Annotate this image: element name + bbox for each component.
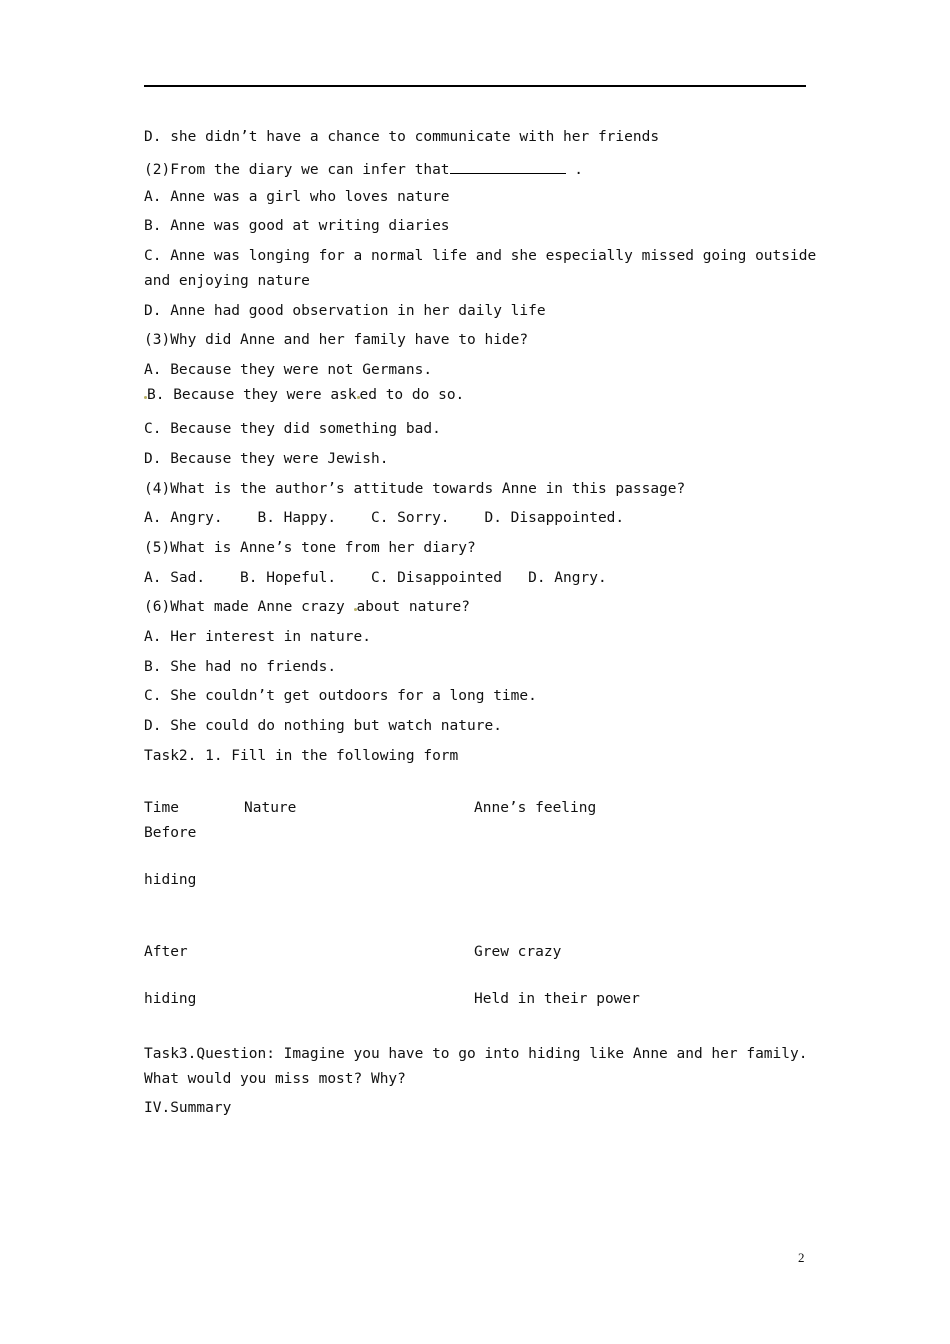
- page-number: 2: [798, 1250, 805, 1265]
- q2-option-c-line1: C. Anne was longing for a normal life and she especially missed going outside: [144, 248, 817, 264]
- q3-stem: (3)Why did Anne and her family have to hide?: [144, 332, 529, 348]
- after-label-1: After: [144, 944, 188, 960]
- q3-option-b-text2: ed to do so.: [359, 387, 465, 403]
- q2-option-d: D. Anne had good observation in her daily life: [144, 303, 546, 319]
- q3-option-d: D. Because they were Jewish.: [144, 451, 389, 467]
- after-feeling-1: Grew crazy: [474, 944, 562, 960]
- q6-stem-text2: about nature?: [356, 599, 471, 615]
- before-label-2: hiding: [144, 872, 197, 888]
- q6-stem: [144, 600, 470, 615]
- header-feeling: Anne’s feeling: [474, 800, 597, 816]
- header-rule: [144, 85, 806, 87]
- q2-stem-text: (2)From the diary we can infer that: [144, 162, 450, 178]
- q4-stem: (4)What is the author’s attitude towards Anne in this passage?: [144, 481, 686, 497]
- after-feeling-2: Held in their power: [474, 991, 640, 1007]
- q3-option-a: A. Because they were not Germans.: [144, 362, 433, 378]
- q3-option-c: C. Because they did something bad.: [144, 421, 441, 437]
- q6-option-c: C. She couldn’t get outdoors for a long time.: [144, 688, 537, 704]
- before-label-1: Before: [144, 825, 197, 841]
- q2-option-a: A. Anne was a girl who loves nature: [144, 189, 450, 205]
- q4-options: A. Angry. B. Happy. C. Sorry. D. Disappointed.: [144, 510, 625, 526]
- task2-heading: Task2. 1. Fill in the following form: [144, 748, 459, 764]
- q3-option-b-text1: B. Because they were ask: [147, 387, 357, 403]
- q2-option-b: B. Anne was good at writing diaries: [144, 218, 450, 234]
- task3-line1: Task3.Question: Imagine you have to go into hiding like Anne and her family.: [144, 1046, 808, 1062]
- q6-option-a: A. Her interest in nature.: [144, 629, 371, 645]
- q2-option-c-line2: and enjoying nature: [144, 273, 310, 289]
- header-nature: Nature: [244, 800, 297, 816]
- q5-options: A. Sad. B. Hopeful. C. Disappointed D. Angry.: [144, 570, 607, 586]
- q6-option-b: B. She had no friends.: [144, 659, 337, 675]
- q2-stem-end: .: [565, 162, 584, 178]
- answer-blank: [450, 160, 566, 174]
- after-label-2: hiding: [144, 991, 197, 1007]
- header-time: Time: [144, 800, 179, 816]
- q6-option-d: D. She could do nothing but watch nature.: [144, 718, 502, 734]
- q6-stem-text1: (6)What made Anne crazy: [144, 599, 354, 615]
- q2-stem: [144, 160, 583, 178]
- task3-line2: What would you miss most? Why?: [144, 1071, 406, 1087]
- q3-option-b: [144, 388, 464, 403]
- q1-option-d: D. she didn’t have a chance to communicate with her friends: [144, 129, 660, 145]
- q5-stem: (5)What is Anne’s tone from her diary?: [144, 540, 476, 556]
- summary-heading: IV.Summary: [144, 1100, 232, 1116]
